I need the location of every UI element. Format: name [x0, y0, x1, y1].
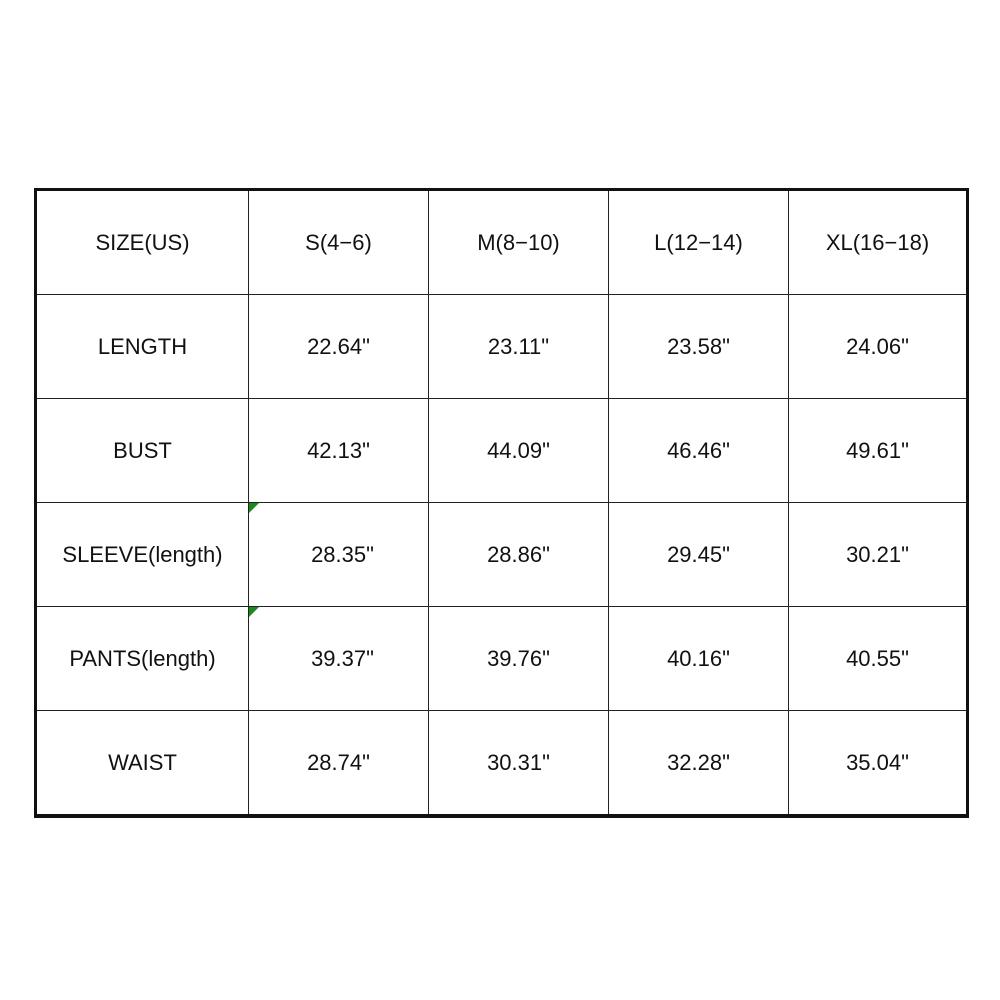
table-cell: 30.31"	[429, 711, 609, 817]
table-row	[36, 711, 968, 817]
cell-value: 28.35"	[311, 541, 374, 567]
table-cell: 40.16"	[609, 607, 789, 711]
table-cell: 44.09"	[429, 399, 609, 503]
table-cell: 32.28"	[609, 711, 789, 817]
table-cell: 23.11"	[429, 295, 609, 399]
table-cell: 29.45"	[609, 503, 789, 607]
table-cell: 28.86"	[429, 503, 609, 607]
table-row	[36, 295, 968, 399]
table-cell: 39.76"	[429, 607, 609, 711]
header-row	[36, 190, 968, 295]
table-cell: 24.06"	[789, 295, 968, 399]
size-chart-table	[34, 188, 969, 818]
table-cell: 46.46"	[609, 399, 789, 503]
header-cell-size-us: SIZE(US)	[36, 190, 249, 295]
table-cell: 40.55"	[789, 607, 968, 711]
table-cell: 35.04"	[789, 711, 968, 817]
cell-value: 39.37"	[311, 645, 374, 671]
row-label-pants: PANTS(length)	[36, 607, 249, 711]
table-cell	[249, 607, 429, 711]
table-cell	[249, 503, 429, 607]
table-cell: 49.61"	[789, 399, 968, 503]
row-label-bust: BUST	[36, 399, 249, 503]
comment-marker-icon	[249, 607, 259, 617]
table-cell: 30.21"	[789, 503, 968, 607]
table-cell: 42.13"	[249, 399, 429, 503]
table-cell: 22.64"	[249, 295, 429, 399]
header-cell-m: M(8−10)	[429, 190, 609, 295]
row-label-sleeve: SLEEVE(length)	[36, 503, 249, 607]
table-row	[36, 503, 968, 607]
row-label-length: LENGTH	[36, 295, 249, 399]
header-cell-s: S(4−6)	[249, 190, 429, 295]
header-cell-xl: XL(16−18)	[789, 190, 968, 295]
comment-marker-icon	[249, 503, 259, 513]
header-cell-l: L(12−14)	[609, 190, 789, 295]
table-cell: 28.74"	[249, 711, 429, 817]
table-row	[36, 399, 968, 503]
table-cell: 23.58"	[609, 295, 789, 399]
table-row	[36, 607, 968, 711]
row-label-waist: WAIST	[36, 711, 249, 817]
